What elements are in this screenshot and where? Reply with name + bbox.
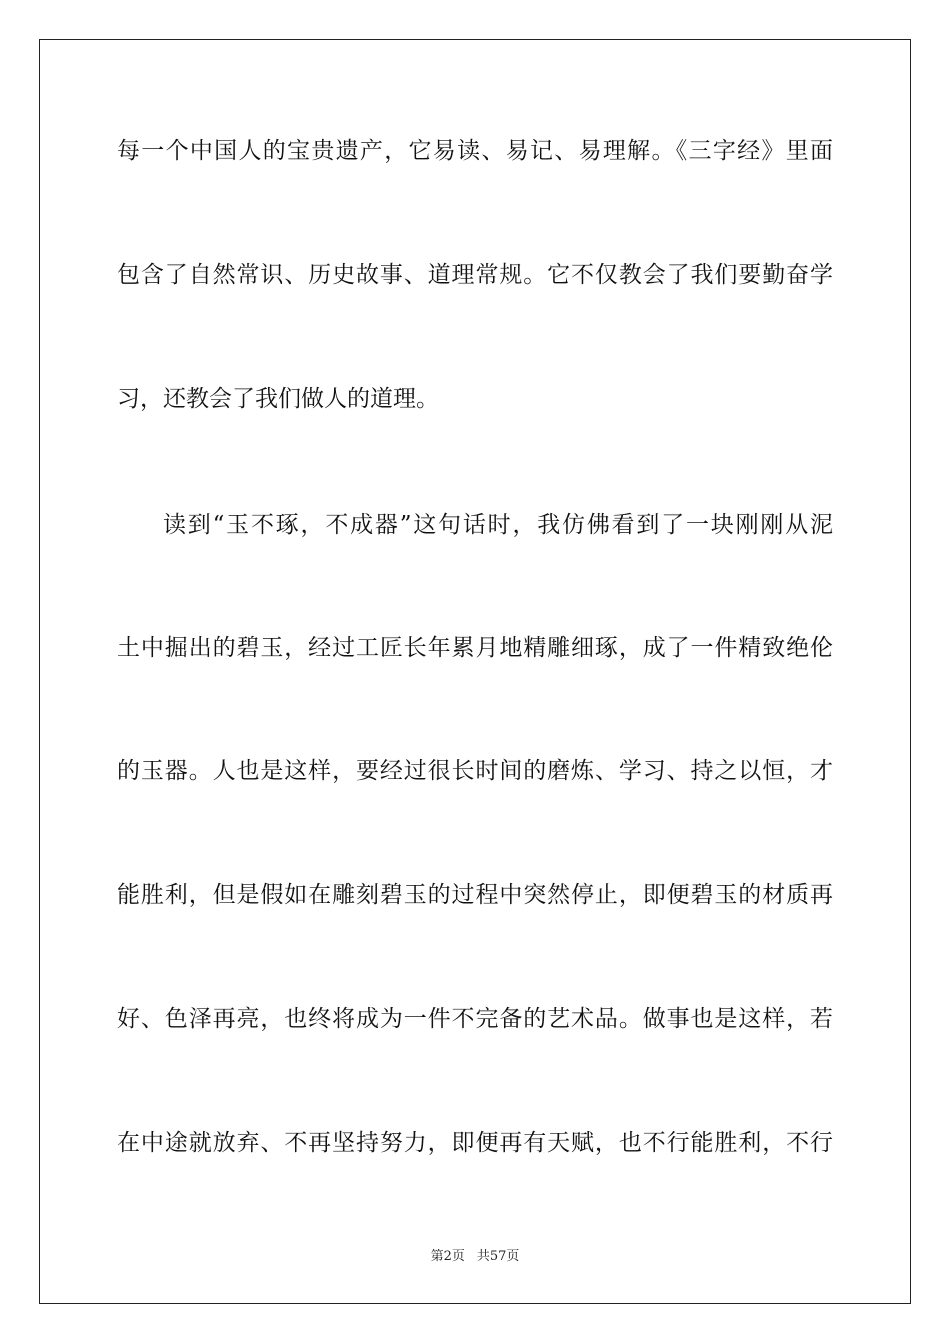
text-line-9: 在中途就放弃、不再坚持努力，即便再有天赋，也不行能胜利，不行 bbox=[117, 1130, 833, 1156]
text-line-7: 能胜利，但是假如在雕刻碧玉的过程中突然停止，即便碧玉的材质再 bbox=[117, 882, 833, 908]
text-line-8: 好、色泽再亮，也终将成为一件不完备的艺术品。做事也是这样，若 bbox=[117, 1006, 833, 1032]
text-line-2: 包含了自然常识、历史故事、道理常规。它不仅教会了我们要勤奋学 bbox=[117, 262, 833, 288]
text-line-4-paragraph-start: 读到“玉不琢，不成器”这句话时，我仿佛看到了一块刚刚从泥 bbox=[163, 512, 833, 538]
text-line-6: 的玉器。人也是这样，要经过很长时间的磨炼、学习、持之以恒，才 bbox=[117, 758, 833, 784]
page-frame bbox=[39, 39, 911, 1304]
text-line-1: 每一个中国人的宝贵遗产，它易读、易记、易理解。《三字经》里面 bbox=[117, 138, 833, 164]
text-line-3: 习，还教会了我们做人的道理。 bbox=[117, 386, 439, 412]
page-number-total: 共57页 bbox=[476, 1249, 520, 1264]
page-footer bbox=[0, 1248, 950, 1266]
text-line-5: 土中掘出的碧玉，经过工匠长年累月地精雕细琢，成了一件精致绝伦 bbox=[117, 635, 833, 661]
page-number-current: 第2页 bbox=[430, 1249, 465, 1264]
